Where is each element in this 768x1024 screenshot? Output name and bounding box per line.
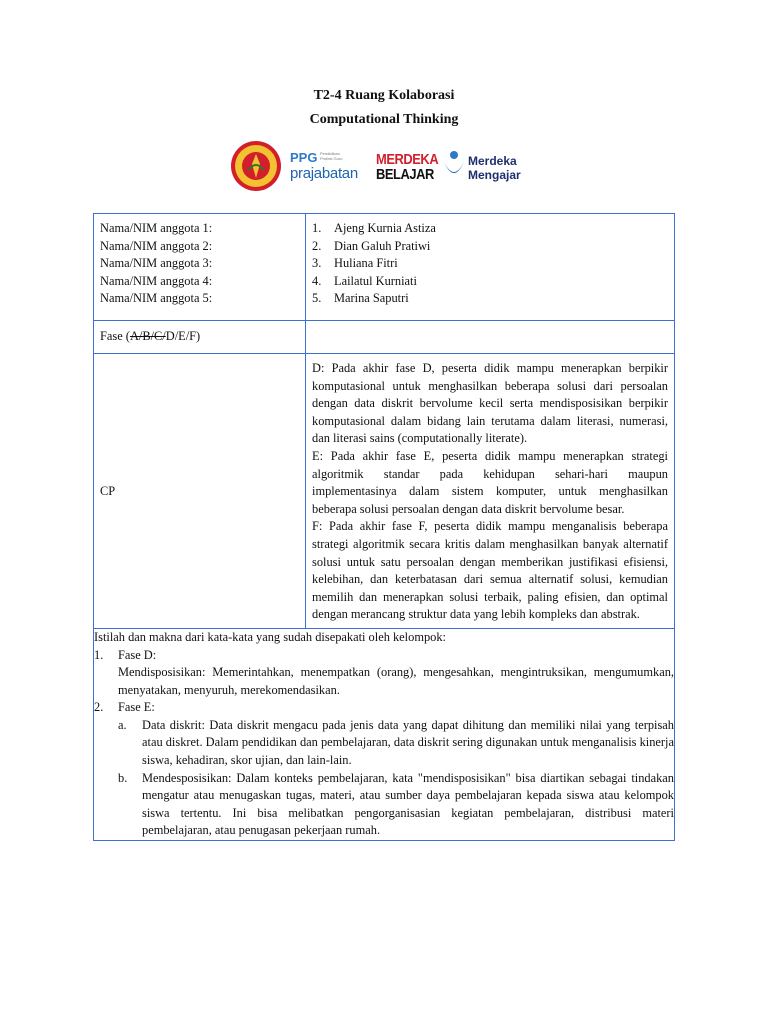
fase-row bbox=[94, 321, 675, 354]
list-number: 2. bbox=[312, 238, 322, 253]
member-name: Lailatul Kurniati bbox=[334, 273, 417, 288]
ppg-small-text: Pendidikan Profesi Guru bbox=[320, 151, 343, 161]
list-number: 1. bbox=[312, 221, 322, 235]
list-item bbox=[118, 717, 674, 770]
fase-label-cell bbox=[94, 321, 306, 354]
cp-text-cell bbox=[306, 354, 675, 629]
list-item bbox=[312, 290, 668, 308]
belajar-text: BELAJAR bbox=[376, 166, 434, 183]
list-item bbox=[312, 273, 668, 291]
member-label: Nama/NIM anggota 2: bbox=[100, 238, 213, 253]
list-item bbox=[94, 699, 674, 717]
member-list bbox=[312, 220, 668, 308]
list-number: 4. bbox=[312, 273, 322, 288]
item-title: Fase E: bbox=[118, 700, 155, 715]
list-letter: b. bbox=[118, 770, 128, 785]
item-title: Fase D: bbox=[118, 647, 157, 662]
cp-paragraph-f: F: Pada akhir fase F, peserta didik mampu menganalisis beberapa strategi algoritmik secara kritis dalam menghasilkan banyak alternatif solusi untuk satu persoalan dengan memberikan justifikasi efisiensi, kelebihan, dan keterbatasan dari semua alternatif solusi, kemudian memilih dan menerapkan solusi terbaik, paling efisien, dan optimal dengan merancang struktur data yang lebih kompleks dan abstrak. bbox=[312, 519, 668, 622]
fase-label-prefix: Fase ( bbox=[100, 329, 130, 344]
definition-text: Mendesposisikan: Dalam konteks pembelajaran, kata "mendisposisikan" bisa diartikan sebagai tindakan mengatur atau menugaskan tugas, materi, atau sumber daya pembelajaran kepada siswa atau kelompok siswa tertentu. Ini bisa melibatkan pengorganisasian kegiatan pembelajaran, distribusi materi pembelajaran, atau penugasan pekerjaan rumah. bbox=[142, 770, 674, 838]
mengajar-line2: Mengajar bbox=[468, 168, 521, 182]
member-labels bbox=[100, 220, 299, 308]
cp-label-cell: CP bbox=[94, 354, 306, 629]
list-item bbox=[312, 220, 668, 238]
list-number: 5. bbox=[312, 291, 322, 306]
member-name: Marina Saputri bbox=[334, 291, 409, 306]
cp-paragraph-e: E: Pada akhir fase E, peserta didik mampu menerapkan strategi algoritmik standar pada kehidupan sehari-hari maupun implementasinya dalam sistem komputer, untuk menghasilkan beberapa solusi persoalan dengan data diskrit bervolume besar. bbox=[312, 448, 668, 516]
istilah-cell bbox=[94, 628, 675, 840]
list-item bbox=[94, 647, 674, 665]
ppg-mark: PPG bbox=[290, 150, 318, 165]
ppg-main-text: prajabatan bbox=[290, 165, 358, 182]
member-name: Huliana Fitri bbox=[334, 256, 398, 271]
university-seal-icon bbox=[230, 140, 282, 192]
member-name: Ajeng Kurnia Astiza bbox=[334, 221, 436, 235]
merdeka-text: MERDEKA bbox=[376, 151, 439, 168]
list-number: 3. bbox=[312, 256, 322, 271]
member-label: Nama/NIM anggota 1: bbox=[100, 221, 213, 235]
mengajar-figure-icon bbox=[442, 150, 466, 184]
collaboration-table bbox=[93, 213, 675, 841]
logo-strip bbox=[228, 140, 538, 196]
member-name: Dian Galuh Pratiwi bbox=[334, 238, 431, 253]
merdeka-mengajar-logo bbox=[442, 150, 538, 190]
fase-struck-phases: A/B/C/ bbox=[129, 329, 166, 344]
cp-paragraph-d: D: Pada akhir fase D, peserta didik mampu menerapkan berpikir komputasional untuk menghasilkan beberapa solusi dari persoalan dengan data diskrit bervolume kecil serta mendisposisikan berpikir komputasional dalam bidang lain terutama dalam literasi, numerasi, dan literasi sains (computationally literate). bbox=[312, 361, 668, 446]
document-subtitle: Computational Thinking bbox=[309, 112, 459, 127]
members-value-cell bbox=[306, 214, 675, 321]
merdeka-belajar-logo bbox=[376, 151, 439, 183]
list-item bbox=[312, 255, 668, 273]
members-row bbox=[94, 214, 675, 321]
ppg-prajabatan-logo bbox=[290, 148, 370, 188]
istilah-row bbox=[94, 628, 675, 840]
list-letter: a. bbox=[118, 717, 127, 732]
list-item bbox=[118, 770, 674, 840]
cp-row bbox=[94, 354, 675, 629]
list-item bbox=[312, 238, 668, 256]
list-number: 1. bbox=[94, 647, 104, 662]
member-label: Nama/NIM anggota 5: bbox=[100, 291, 213, 306]
members-label-cell bbox=[94, 214, 306, 321]
mengajar-line1: Merdeka bbox=[468, 154, 517, 168]
member-label: Nama/NIM anggota 4: bbox=[100, 273, 213, 288]
document-title: T2-4 Ruang Kolaborasi bbox=[313, 88, 455, 103]
list-number: 2. bbox=[94, 700, 104, 715]
istilah-intro: Istilah dan makna dari kata-kata yang sudah disepakati oleh kelompok: bbox=[94, 629, 446, 644]
definition-text: Data diskrit: Data diskrit mengacu pada jenis data yang dapat dihitung dan memiliki nilai yang terpisah atau diskret. Dalam pendidikan dan pembelajaran, data diskrit sering digunakan untuk menganalisis kinerja siswa, kehadiran, skor ujian, dan lain-lain. bbox=[142, 717, 674, 768]
fase-label-suffix: D/E/F) bbox=[165, 329, 201, 344]
member-label: Nama/NIM anggota 3: bbox=[100, 256, 213, 271]
fase-d-definition: Mendisposisikan: Memerintahkan, menempatkan (orang), mengesahkan, mengintruksikan, mengumumkan, menyatakan, menyuruh, merekomendasikan. bbox=[118, 665, 674, 697]
istilah-content bbox=[94, 629, 674, 840]
fase-value-cell bbox=[306, 321, 675, 354]
